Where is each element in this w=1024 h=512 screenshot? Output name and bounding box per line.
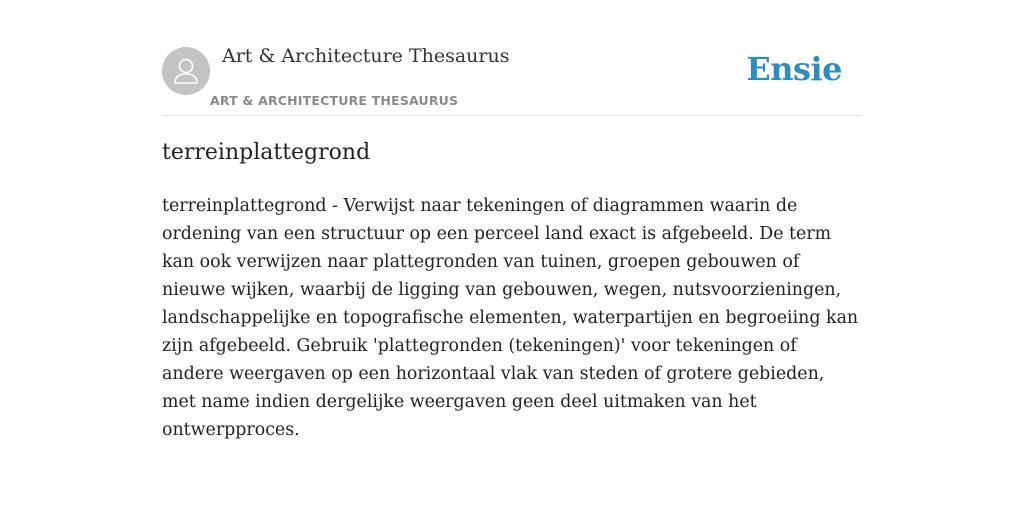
source-title-link[interactable]: Art & Architecture Thesaurus [222, 45, 510, 67]
source-header [162, 0, 862, 116]
term-title: terreinplattegrond [162, 140, 371, 165]
avatar[interactable] [162, 47, 210, 95]
ensie-logo-link[interactable]: Ensie [746, 50, 842, 88]
source-subtitle: ART & ARCHITECTURE THESAURUS [210, 93, 459, 108]
content-container [162, 0, 862, 440]
term-definition: terreinplattegrond - Verwijst naar tekeningen of diagrammen waarin de ordening van een structuur op een perceel land exact is afgebeeld. De term kan ook verwijzen naar plattegronden van tuinen, groepen gebouwen of nieuwe wijken, waarbij de ligging van gebouwen, wegen, nutsvoorzieningen, landschappelijke en topografische elementen, waterpartijen en begroeiing kan zijn afgebeeld. Gebruik 'plattegronden (tekeningen)' voor tekeningen of andere weergaven op een horizontaal vlak van steden of grotere gebieden, met name indien dergelijke weergaven geen deel uitmaken van het ontwerpproces. [162, 196, 859, 440]
user-icon [162, 47, 210, 95]
